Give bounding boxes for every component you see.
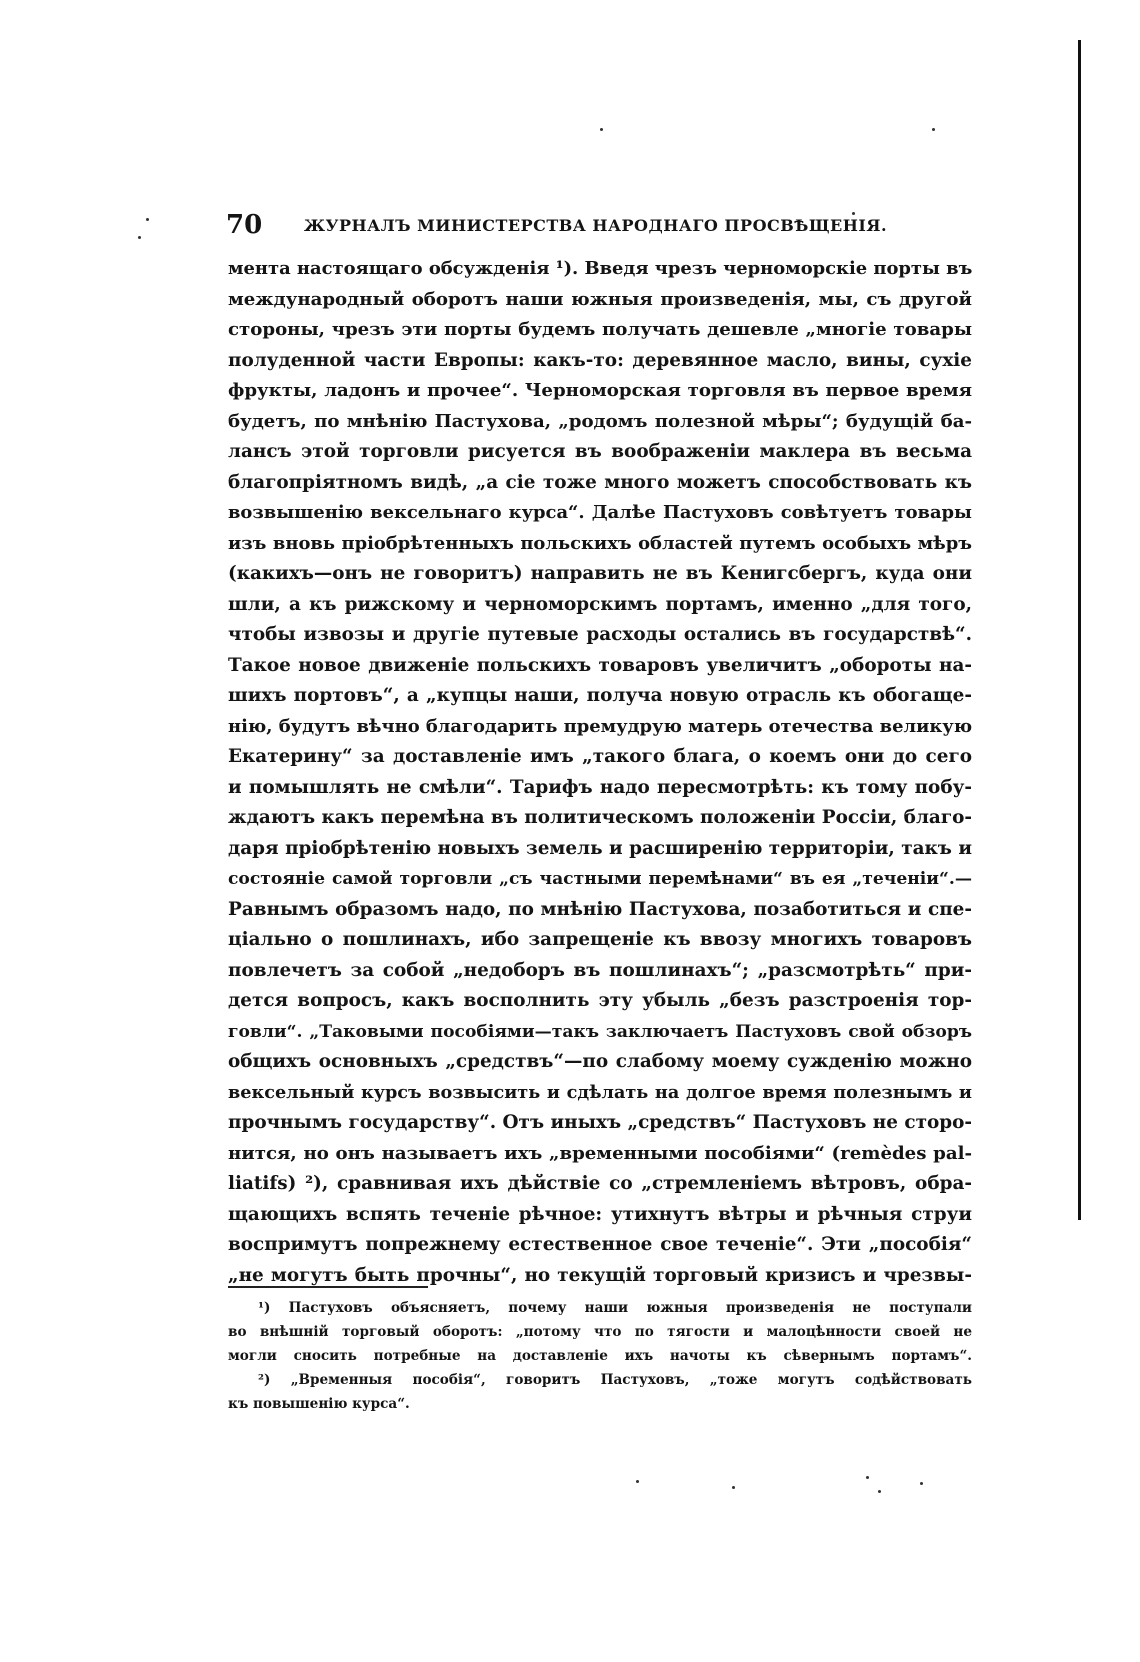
text-line: возвышенію вексельнаго курса“. Далѣе Пастуховъ совѣтуетъ товары (228, 502, 972, 523)
text-line: „не могутъ быть прочны“, но текущій торговый кризисъ и чрезвы- (228, 1264, 972, 1286)
text-line: дется вопросъ, какъ восполнить эту убыль „безъ разстроенія тор- (228, 990, 972, 1011)
text-line: Екатерину“ за доставленіе имъ „такого блага, о коемъ они до сего (228, 746, 972, 767)
text-line: чтобы извозы и другіе путевые расходы остались въ государствѣ“. (228, 624, 972, 645)
text-line: нится, но онъ называетъ ихъ „временными пособіями“ (remèdes pal- (228, 1142, 972, 1164)
scan-speck (932, 128, 935, 131)
footnote-1-line: могли сносить потребные на доставленіе ихъ начоты къ сѣвернымъ портамъ“. (228, 1348, 972, 1364)
text-line: прочнымъ государству“. Отъ иныхъ „средствъ“ Пастуховъ не сторо- (228, 1112, 972, 1133)
text-line: общихъ основныхъ „средствъ“—по слабому моему сужденію можно (228, 1051, 972, 1072)
text-line: и помышлять не смѣли“. Тарифъ надо пересмотрѣть: къ тому побу- (228, 776, 972, 798)
scan-speck (866, 1476, 869, 1479)
body-text (228, 254, 972, 1291)
text-line: (какихъ—онъ не говоритъ) направить не въ Кенигсбергъ, куда они (228, 563, 972, 584)
footnote-1-line: ¹) Пастуховъ объясняетъ, почему наши южныя произведенія не поступали (258, 1300, 972, 1316)
text-line: фрукты, ладонъ и прочее“. Черноморская торговля въ первое время (228, 380, 972, 401)
text-line: вексельный курсъ возвысить и сдѣлать на долгое время полезнымъ и (228, 1081, 972, 1103)
text-line: повлечетъ за собой „недоборъ въ пошлинахъ“; „разсмотрѣть“ при- (228, 959, 972, 981)
scan-speck (636, 1480, 639, 1483)
text-line: Такое новое движеніе польскихъ товаровъ увеличитъ „обороты на- (228, 654, 972, 676)
text-line: ждаютъ какъ перемѣна въ политическомъ положеніи Россіи, благо- (228, 807, 972, 828)
scan-speck (732, 1486, 735, 1489)
scan-speck (138, 236, 141, 239)
text-line: будетъ, по мнѣнію Пастухова, „родомъ полезной мѣры“; будущій ба- (228, 410, 972, 432)
footnote-2-line: ²) „Временныя пособія“, говоритъ Пастуховъ, „тоже могутъ содѣйствовать (258, 1372, 972, 1388)
footnote-1-line: во внѣшній торговый оборотъ: „потому что по тягости и малоцѣнности своей не (228, 1324, 972, 1340)
footnote-2-line: къ повышенію курса“. (228, 1396, 410, 1412)
scan-speck (146, 218, 149, 221)
text-line: международный оборотъ наши южныя произведенія, мы, съ другой (228, 288, 972, 310)
running-title: ЖУРНАЛЪ МИНИСТЕРСТВА НАРОДНАГО ПРОСВѢЩЕНІЯ. (304, 216, 888, 235)
page-number: 70 (226, 210, 263, 240)
text-line: мента настоящаго обсужденія ¹). Введя чрезъ черноморскіе порты въ (228, 258, 972, 279)
text-line: полуденной части Европы: какъ-то: деревянное масло, вины, сухіе (228, 349, 972, 371)
text-line: состояніе самой торговли „съ частными перемѣнами“ въ ея „теченіи“.— (228, 869, 972, 889)
text-line: шихъ портовъ“, а „купцы наши, получа новую отрасль къ обогаще- (228, 685, 972, 706)
page-edge-line (1078, 40, 1081, 1220)
text-line: щающихъ вспять теченіе рѣчное: утихнутъ вѣтры и рѣчныя струи (228, 1203, 972, 1225)
text-line: стороны, чрезъ эти порты будемъ получать дешевле „многіе товары (228, 319, 972, 340)
scan-speck (920, 1482, 923, 1485)
text-line: даря пріобрѣтенію новыхъ земель и расширенію территоріи, такъ и (228, 837, 972, 859)
text-line: говли“. „Таковыми пособіями—такъ заключаетъ Пастуховъ свой обзоръ (228, 1021, 972, 1042)
text-line: Равнымъ образомъ надо, по мнѣнію Пастухова, позаботиться и спе- (228, 898, 972, 920)
text-line: ціально о пошлинахъ, ибо запрещеніе къ ввозу многихъ товаровъ (228, 929, 972, 950)
text-line: изъ вновь пріобрѣтенныхъ польскихъ областей путемъ особыхъ мѣръ (228, 532, 972, 554)
text-line: шли, а къ рижскому и черноморскимъ портамъ, именно „для того, (228, 593, 972, 615)
footnote-separator (228, 1286, 428, 1288)
scan-speck (878, 1490, 881, 1493)
text-line: благопріятномъ видѣ, „а сіе тоже много можетъ способствовать къ (228, 471, 972, 493)
text-line: лансъ этой торговли рисуется въ воображеніи маклера въ весьма (228, 441, 972, 462)
page-header (226, 210, 986, 240)
text-line: нію, будутъ вѣчно благодарить премудрую матерь отечества великую (228, 715, 972, 737)
text-line: liatifs) ²), сравнивая ихъ дѣйствіе со „стремленіемъ вѣтровъ, обра- (228, 1173, 972, 1194)
text-line: воспримутъ попрежнему естественное свое теченіе“. Эти „пособія“ (228, 1234, 972, 1255)
footnotes (228, 1296, 972, 1416)
scan-speck (600, 128, 603, 131)
